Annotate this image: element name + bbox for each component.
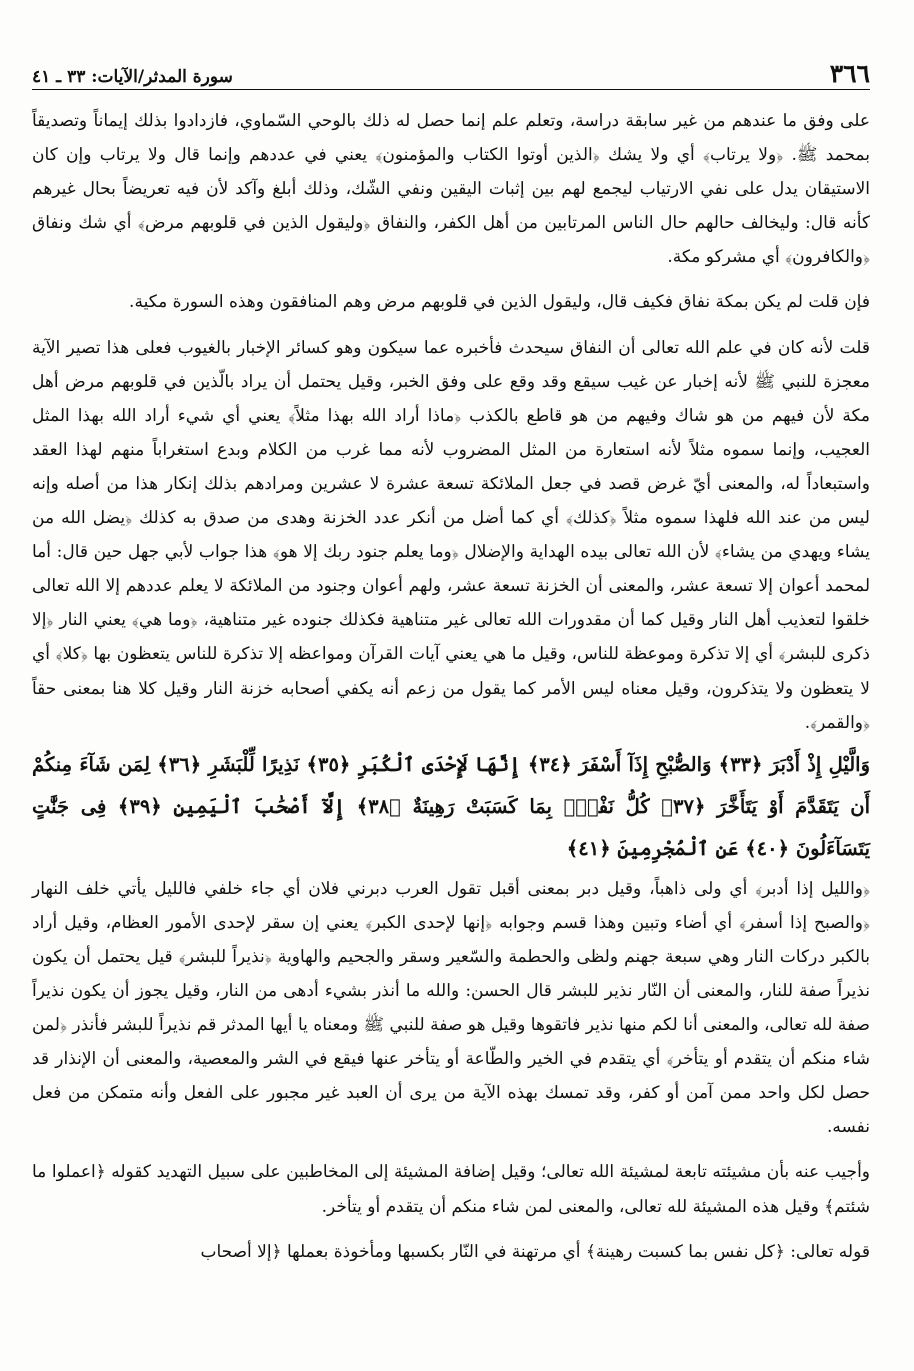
running-title: سورة المدثر/الآيات: ٣٣ ـ ٤١ [32,67,233,87]
page-number: ٣٦٦ [829,59,870,88]
quran-verses: وَالَّيْلِ إِذْ أَدْبَرَ ﴿٣٣﴾ وَالصُّبْحِ إِذَآ أَسْفَرَ ﴿٣٤﴾ إِنَّهَا لَإِحْدَى ٱلْكُبَرِ ﴿٣٥﴾ نَذِيرًا لِّلْبَشَرِ ﴿٣٦﴾ لِمَن شَآءَ مِنكُمْ أَن يَتَقَدَّمَ أَوْ يَتَأَخَّرَ ﴿٣٧﴾ كُلُّ نَفْسٍۭ بِمَا كَسَبَتْ رَهِينَةٌ ﴿٣٨﴾ إِلَّآ أَصْحَٰبَ ٱلْيَمِينِ ﴿٣٩﴾ فِى جَنَّٰتٍ يَتَسَآءَلُونَ ﴿٤٠﴾ عَنِ ٱلْمُجْرِمِينَ ﴿٤١﴾ [32,752,871,860]
commentary-1: ﴿والليل إذا أدبر﴾ أي ولى ذاهباً، وقيل دبر بمعنى أقبل تقول العرب دبرني فلان أي جاء خلفي فالليل يأتي خلف النهار ﴿والصبح إذا أسفر﴾ أي أضاء وتبين وهذا قسم وجوابه ﴿إنها لإحدى الكبر﴾ يعني إن سقر لإحدى الأمور العظام، وقيل أراد بالكبر دركات النار وهي سبعة جهنم ولظى والحطمة والسّعير وسقر والجحيم والهاوية ﴿نذيراً للبشر﴾ قيل يحتمل أن يكون نذيراً صفة للنار، والمعنى أن النّار نذير للبشر قال الحسن: والله ما أنذر بشيء أدهى من النار، وقيل يجوز أن يكون نذيراً صفة لله تعالى، والمعنى أنا لكم منها نذير فاتقوها وقيل هو صفة للنبي ﷺ ومعناه يا أيها المدثر قم نذيراً للبشر فأنذر ﴿لمن شاء منكم أن يتقدم أو يتأخر﴾ أي يتقدم في الخير والطّاعة أو يتأخر عنها فيقع في الشر والمعصية، والمعنى أن الإنذار قد حصل لكل واحد ممن آمن أو كفر، وقد تمسك بهذه الآية من يرى أن العبد غير مجبور على الفعل وأنه متمكن من فعل نفسه. [32,878,870,1138]
commentary-3: قوله تعالى: ﴿كل نفس بما كسبت رهينة﴾ أي مرتهنة في النّار بكسبها ومأخوذة بعملها ﴿إلا أصحاب [200,1241,870,1262]
page-header [32,56,870,90]
paragraph-2: فإن قلت لم يكن بمكة نفاق فكيف قال، وليقول الذين في قلوبهم مرض وهم المنافقون وهذه السورة مكية. [129,292,870,313]
commentary-2: وأجيب عنه بأن مشيئته تابعة لمشيئة الله تعالى؛ وقيل إضافة المشيئة إلى المخاطبين على سبيل التهديد كقوله ﴿اعملوا ما شئتم﴾ وقيل هذه المشيئة لله تعالى، والمعنى لمن شاء منكم أن يتقدم أو يتأخر. [32,1162,870,1217]
paragraph-1: على وفق ما عندهم من غير سابقة دراسة، وتعلم علم إنما حصل له ذلك بالوحي السّماوي، فازدادوا بذلك إيماناً وتصديقاً بمحمد ﷺ. ﴿ولا يرتاب﴾ أي ولا يشك ﴿الذين أوتوا الكتاب والمؤمنون﴾ يعني في عددهم وإنما قال ولا يرتاب وإن كان الاستيقان يدل على نفي الارتياب ليجمع لهم بين إثبات اليقين ونفي الشّك، وذلك أبلغ وآكد لأن فيه تعريضاً بحال غيرهم كأنه قال: وليخالف حالهم حال الناس المرتابين من أهل الكفر، والنفاق ﴿وليقول الذين في قلوبهم مرض﴾ أي شك ونفاق ﴿والكافرون﴾ أي مشركو مكة. [32,111,870,268]
paragraph-3: قلت لأنه كان في علم الله تعالى أن النفاق سيحدث فأخبره عما سيكون وهو كسائر الإخبار بالغيوب فعلى هذا تصير الآية معجزة للنبي ﷺ لأنه إخبار عن غيب سيقع وقد وقع على وفق الخبر، وقيل يحتمل أن يراد بالّذين في قلوبهم مرض أهل مكة لأن فيهم من هو شاك وفيهم من هو قاطع بالكذب ﴿ماذا أراد الله بهذا مثلاً﴾ يعني أي شيء أراد الله بهذا المثل العجيب، وإنما سموه مثلاً لأنه استعارة من المثل المضروب لأنه مما غرب من الكلام وبدع استغراباً منهم لهذا العقد واستبعاداً له، والمعنى أيّ غرض قصد في جعل الملائكة تسعة عشرة لا عشرين ومرادهم بذلك إنكار هذا من أصله وإنه ليس من عند الله فلهذا سموه مثلاً ﴿كذلك﴾ أي كما أضل من أنكر عدد الخزنة وهدى من صدق به كذلك ﴿يضل الله من يشاء ويهدي من يشاء﴾ لأن الله تعالى بيده الهداية والإضلال ﴿وما يعلم جنود ربك إلا هو﴾ هذا جواب لأبي جهل حين قال: أما لمحمد أعوان إلا تسعة عشر، والمعنى أن الخزنة تسعة عشر، ولهم أعوان وجنود من الملائكة لا يعلم عددهم إلا الله تعالى خلقوا لتعذيب أهل النار وقيل كما أن مقدورات الله تعالى غير متناهية فكذلك جنوده غير متناهية، ﴿وما هي﴾ يعني النار ﴿إلا ذكرى للبشر﴾ أي إلا تذكرة وموعظة للناس، وقيل ما هي يعني آيات القرآن ومواعظه إلا تذكرة للناس يتعظون بها ﴿كلا﴾ أي لا يتعظون ولا يتذكرون، وقيل معناه ليس الأمر كما يقول من زعم أنه يكفي أصحابه خزنة النار وقيل كلا هنا بمعنى حقاً ﴿والقمر﴾. [32,337,870,733]
